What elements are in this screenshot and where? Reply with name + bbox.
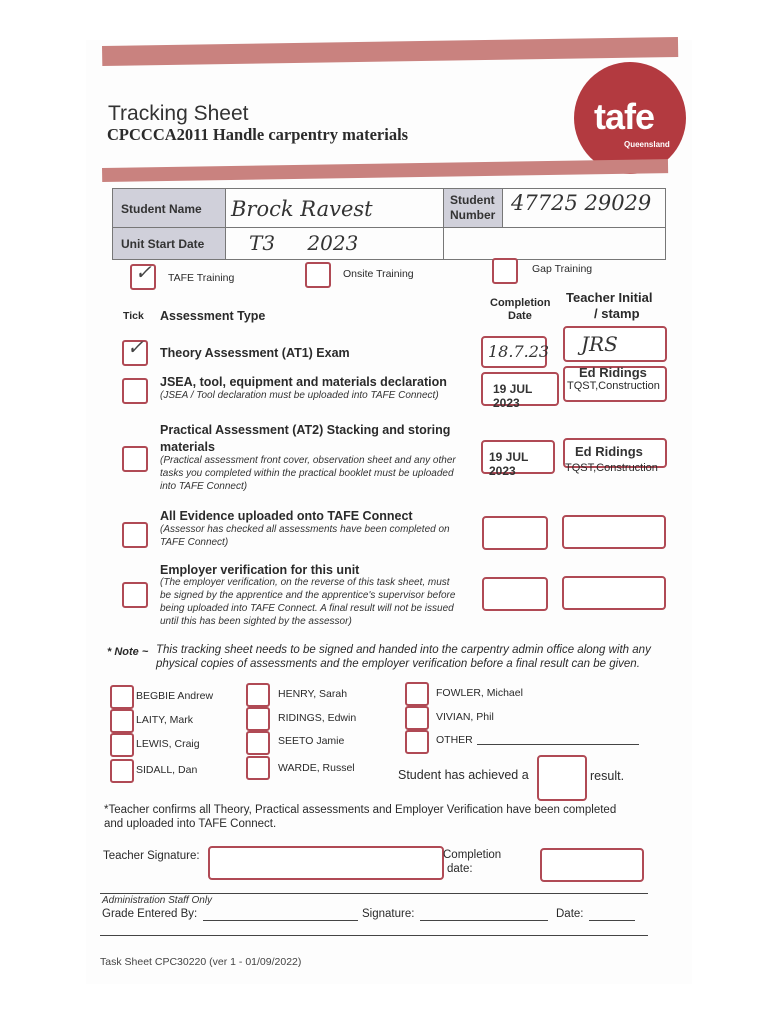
note-line-1: This tracking sheet needs to be signed and handed into the carpentry admin office along with any [156, 644, 651, 656]
teacher-header-1: Teacher Initial [566, 290, 653, 305]
teacher-name-fowler: FOWLER, Michael [436, 687, 523, 699]
unit-subtitle: CPCCCA2011 Handle carpentry materials [107, 125, 409, 144]
teacher-checkbox-begbie[interactable] [110, 685, 134, 709]
jsea-declaration-checkbox[interactable] [122, 378, 148, 404]
evidence-completion-date-box[interactable] [482, 516, 548, 550]
teacher-checkbox-lewis[interactable] [110, 733, 134, 757]
practical-completion-date: 19 JUL 2023 [489, 450, 529, 478]
teacher-signature-box[interactable] [208, 846, 444, 880]
teacher-name-warde: WARDE, Russel [278, 762, 355, 774]
logo-text: tafe [594, 96, 655, 137]
result-box[interactable] [537, 755, 587, 801]
practical-assessment-title-2: materials [160, 440, 215, 454]
teacher-checkbox-fowler[interactable] [405, 682, 429, 706]
practical-teacher-stamp-sub: TQST,Construction [565, 462, 658, 474]
theory-assessment-title: Theory Assessment (AT1) Exam [160, 346, 350, 360]
admin-date-line[interactable] [589, 920, 635, 921]
completion-header-1: Completion [490, 297, 551, 309]
teacher-signature-label: Teacher Signature: [103, 850, 200, 862]
teacher-checkbox-other[interactable] [405, 730, 429, 754]
tafe-training-label: TAFE Training [168, 272, 235, 284]
theory-teacher-stamp-box[interactable] [563, 326, 667, 362]
unit-start-label-cell [113, 228, 226, 259]
practical-assessment-checkbox[interactable] [122, 446, 148, 472]
unit-start-label: Unit Start Date [121, 237, 205, 251]
employer-verification-title: Employer verification for this unit [160, 563, 360, 577]
teacher-name-other: OTHER [436, 734, 473, 746]
gap-training-checkbox[interactable] [492, 258, 518, 284]
result-label-before: Student has achieved a [398, 768, 529, 782]
confirm-line-1: *Teacher confirms all Theory, Practical assessments and Employer Verification have been completed [104, 804, 617, 816]
tafe-training-checkbox[interactable] [130, 260, 156, 290]
admin-signature-line[interactable] [420, 920, 548, 921]
teacher-name-laity: LAITY, Mark [136, 714, 193, 726]
assessment-type-header: Assessment Type [160, 309, 266, 323]
evidence-uploaded-title: All Evidence uploaded onto TAFE Connect [160, 509, 413, 523]
practical-note-2: tasks you completed within the practical booklet must be uploaded [160, 468, 454, 479]
admin-bottom-rule [100, 935, 648, 936]
teacher-checkbox-seeto[interactable] [246, 731, 270, 755]
evidence-note-1: (Assessor has checked all assessments have been completed on [160, 524, 450, 535]
evidence-teacher-stamp-box[interactable] [562, 515, 666, 549]
check-mark-icon: ✓ [135, 260, 152, 284]
student-name-value: Brock Ravest [231, 197, 373, 221]
result-label-after: result. [590, 769, 625, 783]
tick-column-header: Tick [123, 310, 144, 322]
teacher-checkbox-warde[interactable] [246, 756, 270, 780]
practical-note-1: (Practical assessment front cover, observation sheet and any other [160, 455, 456, 466]
grade-entered-label: Grade Entered By: [102, 908, 198, 920]
student-number-value: 47725 29029 [511, 191, 652, 215]
teacher-name-begbie: BEGBIE Andrew [136, 690, 214, 702]
practical-assessment-title-1: Practical Assessment (AT2) Stacking and storing [160, 423, 451, 437]
check-mark-icon: ✓ [127, 335, 144, 359]
teacher-name-lewis: LEWIS, Craig [136, 738, 200, 750]
evidence-note-2: TAFE Connect) [160, 537, 229, 548]
completion-date-label-1: Completion [443, 849, 502, 861]
teacher-header-2: / stamp [594, 306, 640, 321]
employer-note-3: being uploaded into TAFE Connect. A final result will not be issued [160, 603, 454, 614]
teacher-name-henry: HENRY, Sarah [278, 688, 348, 700]
student-name-label-cell [113, 189, 226, 228]
note-line-2: physical copies of assessments and the employer verification before a final result can be given. [156, 658, 640, 670]
other-teacher-line[interactable] [477, 744, 639, 745]
teacher-checkbox-laity[interactable] [110, 709, 134, 733]
jsea-teacher-stamp-box[interactable] [563, 366, 667, 402]
employer-verification-checkbox[interactable] [122, 582, 148, 608]
gap-training-label: Gap Training [532, 263, 593, 275]
admin-signature-label: Signature: [362, 908, 415, 920]
employer-completion-date-box[interactable] [482, 577, 548, 611]
employer-note-4: until this has been sighted by the assessor) [160, 616, 352, 627]
teacher-name-sidall: SIDALL, Dan [136, 764, 198, 776]
teacher-name-seeto: SEETO Jamie [278, 735, 345, 747]
logo-subtext: Queensland [624, 140, 670, 149]
student-number-label-cell [444, 189, 503, 228]
completion-header-2: Date [508, 310, 532, 322]
jsea-declaration-note: (JSEA / Tool declaration must be uploaded into TAFE Connect) [160, 390, 439, 401]
teacher-checkbox-ridings[interactable] [246, 707, 270, 731]
jsea-completion-date: 19 JUL 2023 [493, 382, 533, 410]
onsite-training-checkbox[interactable] [305, 262, 331, 288]
onsite-training-label: Onsite Training [343, 268, 414, 280]
confirm-line-2: and uploaded into TAFE Connect. [104, 818, 277, 830]
teacher-name-ridings: RIDINGS, Edwin [278, 712, 357, 724]
admin-date-label: Date: [556, 908, 584, 920]
note-label: * Note ~ [107, 646, 149, 658]
practical-note-3: into TAFE Connect) [160, 481, 248, 492]
practical-teacher-stamp-box[interactable] [563, 438, 667, 474]
student-name-label: Student Name [121, 202, 202, 216]
student-name-field[interactable] [225, 189, 444, 228]
evidence-uploaded-checkbox[interactable] [122, 522, 148, 548]
teacher-checkbox-henry[interactable] [246, 683, 270, 707]
theory-teacher-initials: JRS [581, 332, 618, 356]
unit-start-value: T3 2023 [249, 231, 359, 255]
student-number-field[interactable] [503, 189, 665, 228]
admin-title: Administration Staff Only [102, 895, 213, 906]
completion-date-box[interactable] [540, 848, 644, 882]
student-info-table [112, 188, 666, 260]
unit-start-field[interactable] [225, 228, 444, 259]
teacher-checkbox-sidall[interactable] [110, 759, 134, 783]
teacher-checkbox-vivian[interactable] [405, 706, 429, 730]
footer-text: Task Sheet CPC30220 (ver 1 - 01/09/2022) [100, 956, 302, 968]
jsea-declaration-title: JSEA, tool, equipment and materials declaration [160, 375, 447, 389]
grade-entered-line[interactable] [203, 920, 358, 921]
theory-completion-date: 18.7.23 [488, 342, 550, 361]
admin-top-rule [100, 893, 648, 894]
page-title: Tracking Sheet [108, 102, 249, 125]
practical-completion-date-box[interactable] [481, 440, 555, 478]
tafe-logo [574, 62, 686, 174]
theory-completion-date-box[interactable] [481, 336, 550, 368]
theory-assessment-checkbox[interactable] [122, 335, 148, 366]
employer-note-2: be signed by the apprentice and the apprentice's supervisor before [160, 590, 456, 601]
completion-date-label-2: date: [447, 863, 473, 875]
employer-note-1: (The employer verification, on the reverse of this task sheet, must [160, 577, 450, 588]
jsea-teacher-stamp-sub: TQST,Construction [567, 380, 660, 392]
employer-teacher-stamp-box[interactable] [562, 576, 666, 610]
teacher-name-vivian: VIVIAN, Phil [436, 711, 494, 723]
student-number-label-1: Student [450, 193, 495, 207]
jsea-completion-date-box[interactable] [481, 372, 559, 410]
student-number-label-2: Number [450, 208, 496, 222]
practical-teacher-stamp: Ed Ridings [575, 444, 643, 459]
jsea-teacher-stamp: Ed Ridings [579, 365, 647, 380]
